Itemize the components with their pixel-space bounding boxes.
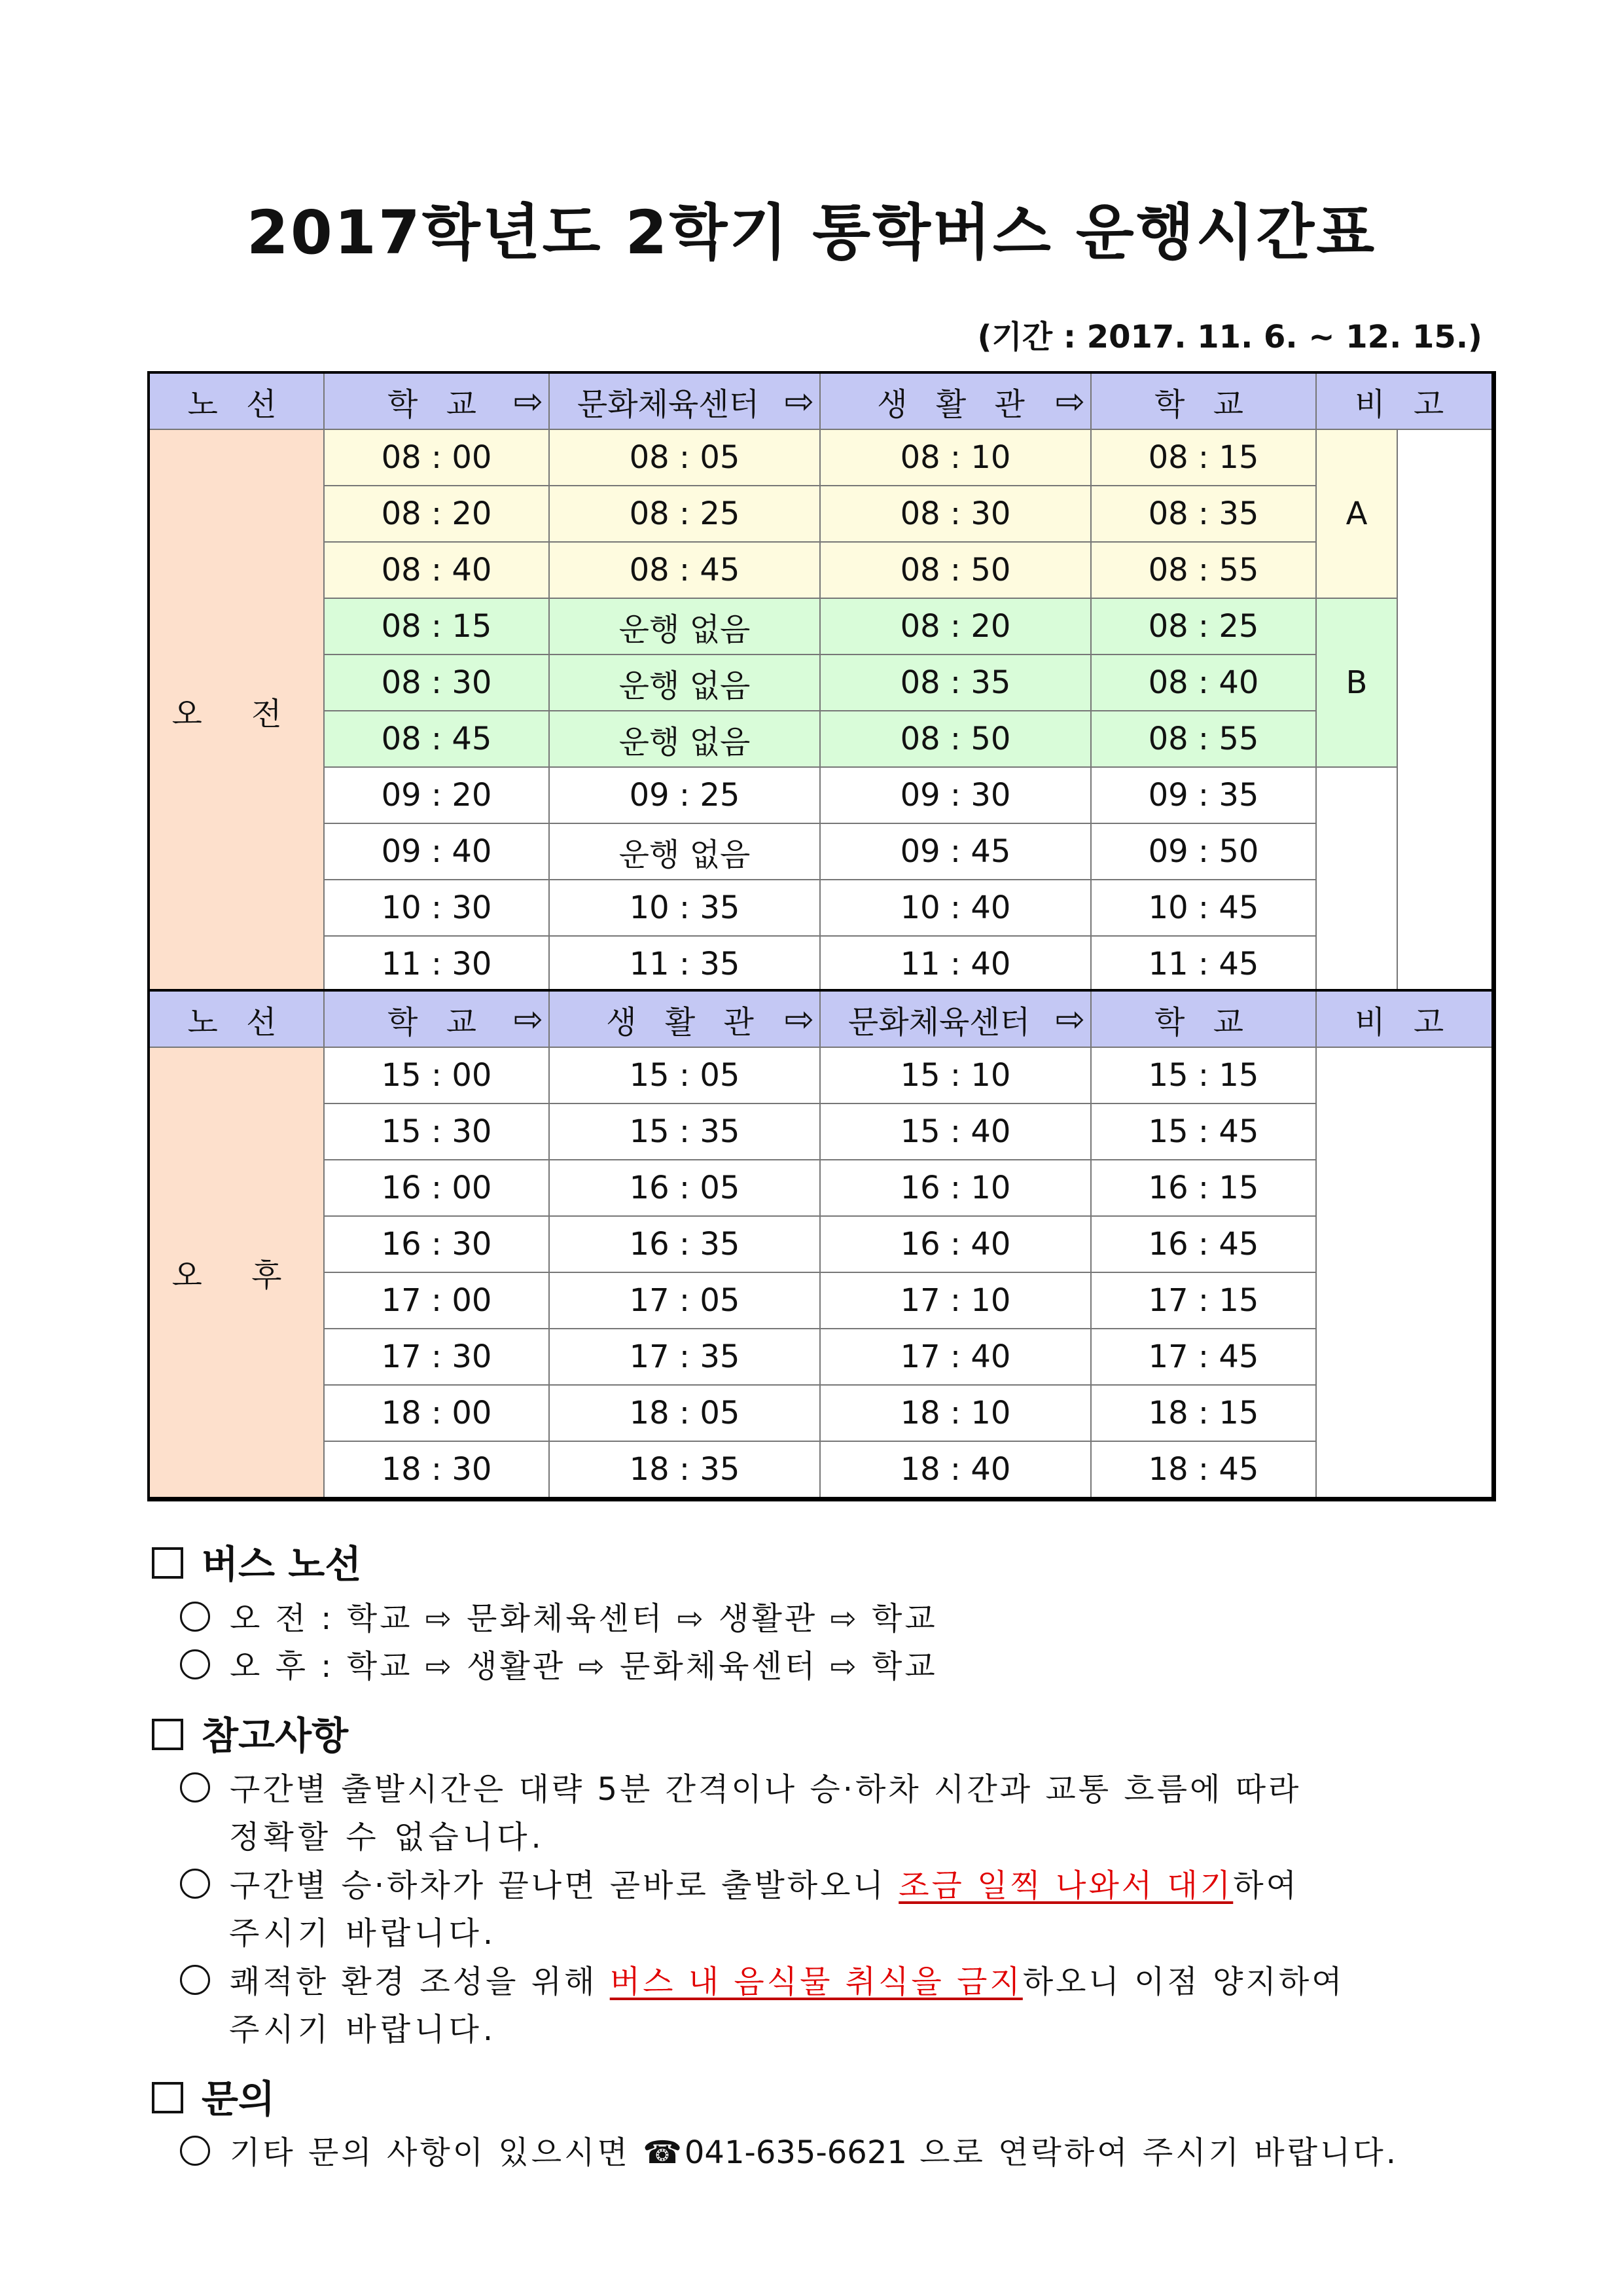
section-routes <box>152 1534 361 1588</box>
time-cell: 08 : 15 <box>324 598 549 655</box>
note-group-b: B <box>1316 598 1397 767</box>
time-cell: 17 : 00 <box>324 1272 549 1329</box>
time-cell: 15 : 15 <box>1091 1047 1316 1103</box>
table-row <box>149 429 1493 486</box>
header-stop-2: 생 활 관 ⇨ <box>549 990 820 1047</box>
time-cell: 16 : 45 <box>1091 1216 1316 1272</box>
route-pm-label: 오 후 : <box>230 1648 334 1685</box>
time-cell: 09 : 45 <box>820 823 1091 880</box>
section-heading: 문의 <box>202 2077 276 2121</box>
table-row <box>149 1216 1493 1272</box>
time-cell: 운행 없음 <box>549 598 820 655</box>
time-cell: 16 : 00 <box>324 1160 549 1216</box>
time-cell: 08 : 40 <box>324 542 549 598</box>
route-pm-path: 학교 ⇨ 생활관 ⇨ 문화체육센터 ⇨ 학교 <box>346 1648 938 1685</box>
header-stop-1: 학 교 ⇨ <box>324 372 549 429</box>
time-cell: 11 : 35 <box>549 936 820 993</box>
circle-bullet-icon <box>180 1772 210 1803</box>
table-row <box>149 711 1493 767</box>
time-cell: 08 : 50 <box>820 542 1091 598</box>
note-2-cont: 주시기 바랍니다. <box>229 1915 497 1952</box>
contact-text: 으로 연락하여 주시기 바랍니다. <box>906 2134 1399 2171</box>
phone-icon: ☎ <box>643 2134 685 2171</box>
arrow-icon: ⇨ <box>1055 380 1085 422</box>
time-cell: 16 : 35 <box>549 1216 820 1272</box>
circle-bullet-icon <box>180 1649 210 1679</box>
time-cell: 17 : 35 <box>549 1329 820 1385</box>
time-cell: 15 : 45 <box>1091 1103 1316 1160</box>
time-cell: 18 : 10 <box>820 1385 1091 1441</box>
table-row <box>149 880 1493 936</box>
checkbox-square-icon <box>152 1547 183 1579</box>
time-cell: 11 : 45 <box>1091 936 1316 993</box>
time-cell: 08 : 30 <box>324 655 549 711</box>
table-row <box>149 1047 1493 1103</box>
time-cell: 08 : 55 <box>1091 711 1316 767</box>
time-cell: 08 : 10 <box>820 429 1091 486</box>
time-cell: 08 : 40 <box>1091 655 1316 711</box>
am-schedule-table <box>147 371 1496 994</box>
time-cell: 09 : 50 <box>1091 823 1316 880</box>
note-group-a: A <box>1316 429 1397 598</box>
time-cell: 08 : 25 <box>549 486 820 542</box>
time-cell: 09 : 25 <box>549 767 820 823</box>
am-period-label: 오 전 <box>149 429 324 993</box>
arrow-icon: ⇨ <box>784 380 814 422</box>
header-stop-2: 문화체육센터 ⇨ <box>549 372 820 429</box>
time-cell: 08 : 20 <box>324 486 549 542</box>
time-cell: 15 : 35 <box>549 1103 820 1160</box>
time-cell: 08 : 25 <box>1091 598 1316 655</box>
time-cell: 08 : 05 <box>549 429 820 486</box>
header-route: 노 선 <box>149 990 324 1047</box>
pm-schedule-table <box>147 989 1496 1501</box>
time-cell: 09 : 40 <box>324 823 549 880</box>
route-am-line <box>180 1593 938 1638</box>
note-3 <box>180 1956 1345 2001</box>
time-cell: 09 : 35 <box>1091 767 1316 823</box>
time-cell: 운행 없음 <box>549 711 820 767</box>
table-row <box>149 1441 1493 1499</box>
time-cell: 15 : 40 <box>820 1103 1091 1160</box>
table-row <box>149 1160 1493 1216</box>
table-row <box>149 655 1493 711</box>
section-heading: 참고사항 <box>202 1713 349 1758</box>
period-range: (기간 : 2017. 11. 6. ~ 12. 15.) <box>977 319 1482 355</box>
time-cell: 08 : 50 <box>820 711 1091 767</box>
section-notes <box>152 1705 348 1760</box>
table-row <box>149 486 1493 542</box>
time-cell: 08 : 45 <box>549 542 820 598</box>
time-cell: 18 : 15 <box>1091 1385 1316 1441</box>
note-1 <box>180 1764 1301 1809</box>
header-stop-3: 문화체육센터 ⇨ <box>820 990 1091 1047</box>
table-row <box>149 542 1493 598</box>
note-text: 하오니 이점 양지하여 <box>1022 1964 1345 2000</box>
arrow-icon: ⇨ <box>513 380 543 422</box>
time-cell: 08 : 45 <box>324 711 549 767</box>
phone-number: 041-635-6621 <box>684 2134 907 2171</box>
time-cell: 08 : 00 <box>324 429 549 486</box>
time-cell: 18 : 35 <box>549 1441 820 1499</box>
time-cell: 16 : 30 <box>324 1216 549 1272</box>
time-cell: 18 : 40 <box>820 1441 1091 1499</box>
note-text: 구간별 출발시간은 대략 5분 간격이나 승·하차 시간과 교통 흐름에 따라 <box>230 1771 1302 1808</box>
note-2 <box>180 1860 1299 1905</box>
table-row <box>149 767 1493 823</box>
note-empty <box>1316 767 1397 993</box>
table-row <box>149 1329 1493 1385</box>
time-cell: 10 : 40 <box>820 880 1091 936</box>
time-cell: 17 : 40 <box>820 1329 1091 1385</box>
time-cell: 17 : 10 <box>820 1272 1091 1329</box>
note-3-cont: 주시기 바랍니다. <box>229 2011 497 2048</box>
table-row <box>149 1385 1493 1441</box>
page-title: 2017학년도 2학기 통학버스 운행시간표 <box>246 198 1377 268</box>
route-am-path: 학교 ⇨ 문화체육센터 ⇨ 생활관 ⇨ 학교 <box>346 1600 938 1637</box>
time-cell: 17 : 45 <box>1091 1329 1316 1385</box>
time-cell: 15 : 05 <box>549 1047 820 1103</box>
time-cell: 15 : 00 <box>324 1047 549 1103</box>
time-cell: 09 : 30 <box>820 767 1091 823</box>
time-cell: 11 : 40 <box>820 936 1091 993</box>
arrow-icon: ⇨ <box>784 998 814 1040</box>
time-cell: 11 : 30 <box>324 936 549 993</box>
header-note: 비 고 <box>1316 990 1493 1047</box>
time-cell: 08 : 30 <box>820 486 1091 542</box>
time-cell: 18 : 45 <box>1091 1441 1316 1499</box>
checkbox-square-icon <box>152 2082 183 2113</box>
time-cell: 17 : 15 <box>1091 1272 1316 1329</box>
pm-header-row <box>149 990 1493 1047</box>
note-1-cont: 정확할 수 없습니다. <box>229 1819 545 1856</box>
circle-bullet-icon <box>180 1602 210 1632</box>
time-cell: 16 : 05 <box>549 1160 820 1216</box>
time-cell: 08 : 35 <box>1091 486 1316 542</box>
circle-bullet-icon <box>180 1869 210 1899</box>
arrow-icon: ⇨ <box>513 998 543 1040</box>
time-cell: 17 : 05 <box>549 1272 820 1329</box>
table-row <box>149 823 1493 880</box>
time-cell: 10 : 30 <box>324 880 549 936</box>
contact-line <box>180 2127 1399 2172</box>
time-cell: 17 : 30 <box>324 1329 549 1385</box>
table-row <box>149 1103 1493 1160</box>
note-text: 쾌적한 환경 조성을 위해 <box>230 1964 610 2000</box>
time-cell: 10 : 35 <box>549 880 820 936</box>
route-pm-line <box>180 1641 938 1686</box>
header-note: 비 고 <box>1316 372 1493 429</box>
time-cell: 08 : 35 <box>820 655 1091 711</box>
checkbox-square-icon <box>152 1719 183 1750</box>
time-cell: 09 : 20 <box>324 767 549 823</box>
time-cell: 18 : 00 <box>324 1385 549 1441</box>
highlight-text: 조금 일찍 나와서 대기 <box>899 1867 1234 1904</box>
time-cell: 08 : 20 <box>820 598 1091 655</box>
time-cell: 15 : 30 <box>324 1103 549 1160</box>
note-text: 구간별 승·하차가 끝나면 곧바로 출발하오니 <box>230 1867 899 1904</box>
circle-bullet-icon <box>180 1965 210 1995</box>
arrow-icon: ⇨ <box>1055 998 1085 1040</box>
note-text: 하여 <box>1233 1867 1300 1904</box>
header-stop-4: 학 교 <box>1091 372 1316 429</box>
section-heading: 버스 노선 <box>202 1542 362 1587</box>
time-cell: 운행 없음 <box>549 655 820 711</box>
table-row <box>149 598 1493 655</box>
header-route: 노 선 <box>149 372 324 429</box>
note-empty <box>1316 1047 1493 1499</box>
circle-bullet-icon <box>180 2136 210 2166</box>
time-cell: 운행 없음 <box>549 823 820 880</box>
time-cell: 10 : 45 <box>1091 880 1316 936</box>
header-stop-1: 학 교 ⇨ <box>324 990 549 1047</box>
highlight-text: 버스 내 음식물 취식을 금지 <box>609 1964 1023 2000</box>
time-cell: 15 : 10 <box>820 1047 1091 1103</box>
time-cell: 08 : 55 <box>1091 542 1316 598</box>
header-stop-4: 학 교 <box>1091 990 1316 1047</box>
section-contact <box>152 2068 275 2123</box>
time-cell: 18 : 05 <box>549 1385 820 1441</box>
time-cell: 16 : 40 <box>820 1216 1091 1272</box>
time-cell: 18 : 30 <box>324 1441 549 1499</box>
time-cell: 08 : 15 <box>1091 429 1316 486</box>
time-cell: 16 : 15 <box>1091 1160 1316 1216</box>
am-header-row <box>149 372 1493 429</box>
table-row <box>149 1272 1493 1329</box>
note-spacer <box>1397 429 1493 993</box>
pm-period-label: 오 후 <box>149 1047 324 1499</box>
contact-text: 기타 문의 사항이 있으시면 <box>230 2134 643 2171</box>
route-am-label: 오 전 : <box>230 1600 334 1637</box>
header-stop-3: 생 활 관 ⇨ <box>820 372 1091 429</box>
time-cell: 16 : 10 <box>820 1160 1091 1216</box>
table-row <box>149 936 1493 993</box>
